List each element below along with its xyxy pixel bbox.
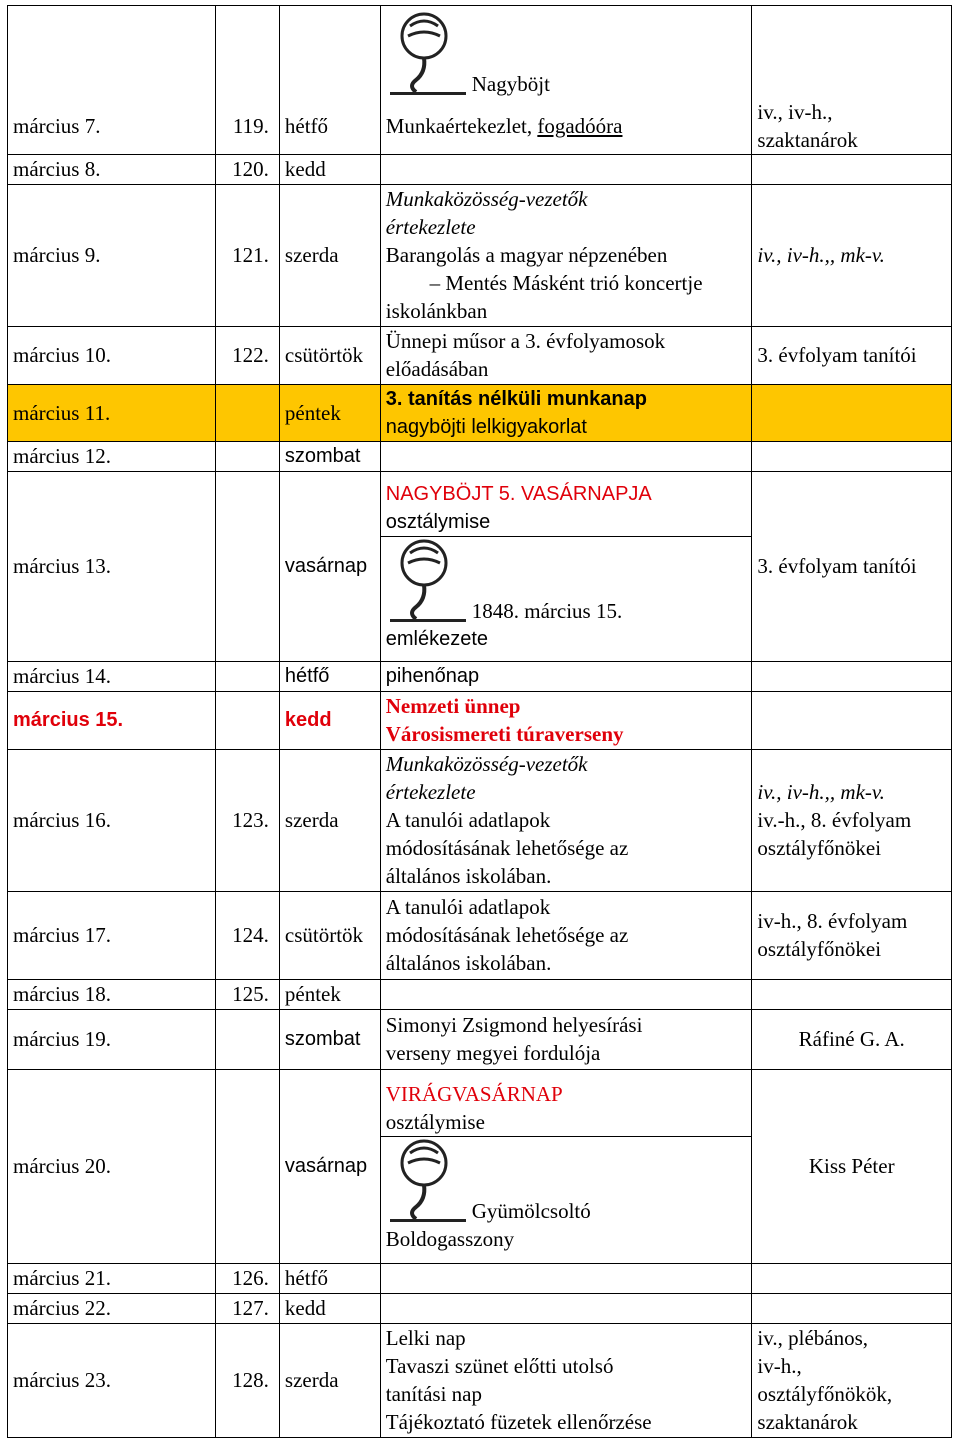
activity-text: értekezlete bbox=[385, 780, 476, 804]
date-cell: március 13. bbox=[8, 471, 216, 661]
microphone-logo-icon bbox=[386, 1137, 470, 1225]
activity-text: – Mentés Másként trió koncertje bbox=[429, 271, 703, 295]
activity-text: értekezlete bbox=[385, 215, 476, 239]
responsible-text: iv., iv-h., bbox=[757, 99, 833, 124]
table-row bbox=[8, 98, 952, 155]
date-cell: március 18. bbox=[8, 979, 216, 1009]
activity-cell bbox=[380, 691, 752, 749]
activity-text: Munkaértekezlet, bbox=[385, 113, 538, 138]
date-cell: március 16. bbox=[8, 749, 216, 891]
table-row bbox=[8, 691, 952, 749]
activity-text: általános iskolában. bbox=[385, 864, 552, 888]
day-number-cell: 123. bbox=[216, 749, 280, 891]
activity-text: Munkaközösség-vezetők bbox=[385, 187, 588, 211]
activity-cell bbox=[380, 1323, 752, 1437]
activity-text: emlékezete bbox=[385, 627, 489, 650]
table-row bbox=[8, 1263, 952, 1293]
activity-text: A tanulói adatlapok bbox=[385, 895, 551, 919]
activity-text: Boldogasszony bbox=[385, 1226, 515, 1251]
activity-text: tanítási nap bbox=[385, 1382, 482, 1406]
activity-cell bbox=[380, 98, 752, 155]
weekday-cell: hétfő bbox=[279, 661, 380, 691]
microphone-logo-icon bbox=[386, 10, 470, 98]
date-cell: március 17. bbox=[8, 891, 216, 979]
activity-text-underlined: fogadóóra bbox=[537, 113, 623, 138]
weekday-cell: péntek bbox=[279, 384, 380, 441]
activity-cell bbox=[380, 1009, 752, 1069]
table-row bbox=[8, 1293, 952, 1323]
responsible-cell bbox=[752, 749, 952, 891]
activity-cell: pihenőnap bbox=[380, 661, 752, 691]
activity-text: VIRÁGVASÁRNAP bbox=[385, 1081, 563, 1106]
responsible-cell bbox=[752, 98, 952, 155]
date-cell: március 7. bbox=[8, 98, 216, 155]
table-row bbox=[8, 1323, 952, 1437]
day-number-cell: 128. bbox=[216, 1323, 280, 1437]
activity-text: Ünnepi műsor a 3. évfolyamosok bbox=[385, 329, 666, 353]
date-cell: március 21. bbox=[8, 1263, 216, 1293]
date-cell: március 11. bbox=[8, 384, 216, 441]
date-cell: március 23. bbox=[8, 1323, 216, 1437]
responsible-cell bbox=[752, 891, 952, 979]
table-row bbox=[8, 1069, 952, 1263]
activity-text: Városismereti túraverseny bbox=[385, 722, 624, 746]
weekday-cell: vasárnap bbox=[279, 1069, 380, 1263]
responsible-text: iv., plébános, bbox=[757, 1326, 869, 1350]
activity-cell bbox=[380, 1069, 752, 1263]
activity-text: előadásában bbox=[385, 357, 489, 381]
day-number-cell: 121. bbox=[216, 184, 280, 326]
day-number-cell: 120. bbox=[216, 154, 280, 184]
activity-text: Barangolás a magyar népzenében bbox=[385, 243, 668, 267]
activity-text: osztálymise bbox=[385, 1109, 485, 1134]
activity-text: módosításának lehetősége az bbox=[385, 923, 629, 947]
date-cell: március 14. bbox=[8, 661, 216, 691]
responsible-text: szaktanárok bbox=[757, 1410, 858, 1434]
weekday-cell: csütörtök bbox=[279, 326, 380, 384]
weekday-cell: hétfő bbox=[279, 1263, 380, 1293]
weekday-cell: kedd bbox=[279, 1293, 380, 1323]
day-number-cell: 119. bbox=[216, 98, 280, 155]
activity-text: általános iskolában. bbox=[385, 951, 552, 975]
date-cell: március 15. bbox=[8, 691, 216, 749]
day-number-cell: 126. bbox=[216, 1263, 280, 1293]
activity-cell bbox=[380, 891, 752, 979]
activity-text: Munkaközösség-vezetők bbox=[385, 752, 588, 776]
responsible-cell: Kiss Péter bbox=[752, 1069, 952, 1263]
date-cell: március 22. bbox=[8, 1293, 216, 1323]
activity-text: Gyümölcsoltó bbox=[471, 1198, 591, 1223]
table-row bbox=[8, 661, 952, 691]
header-row bbox=[8, 6, 952, 98]
weekday-cell: vasárnap bbox=[279, 471, 380, 661]
activity-text: Tavaszi szünet előtti utolsó bbox=[385, 1354, 614, 1378]
responsible-cell: 3. évfolyam tanítói bbox=[752, 326, 952, 384]
day-number-cell: 124. bbox=[216, 891, 280, 979]
table-row-highlighted bbox=[8, 384, 952, 441]
schedule-table bbox=[7, 5, 952, 1438]
table-row bbox=[8, 891, 952, 979]
activity-cell bbox=[380, 384, 752, 441]
responsible-text: osztályfőnökei bbox=[757, 836, 882, 860]
weekday-cell: csütörtök bbox=[279, 891, 380, 979]
responsible-text: iv-h., 8. évfolyam bbox=[757, 909, 908, 933]
table-row bbox=[8, 1009, 952, 1069]
activity-cell bbox=[380, 184, 752, 326]
table-row bbox=[8, 979, 952, 1009]
activity-text: módosításának lehetősége az bbox=[385, 836, 629, 860]
activity-text: osztálymise bbox=[385, 510, 491, 533]
responsible-cell bbox=[752, 1323, 952, 1437]
table-row bbox=[8, 471, 952, 661]
activity-text: verseny megyei fordulója bbox=[385, 1041, 601, 1065]
responsible-text: iv.-h., 8. évfolyam bbox=[757, 808, 912, 832]
weekday-cell: kedd bbox=[279, 691, 380, 749]
weekday-cell: szombat bbox=[279, 441, 380, 471]
microphone-logo-icon bbox=[386, 537, 470, 625]
date-cell: március 12. bbox=[8, 441, 216, 471]
table-row bbox=[8, 184, 952, 326]
day-number-cell: 122. bbox=[216, 326, 280, 384]
activity-text: A tanulói adatlapok bbox=[385, 808, 551, 832]
weekday-cell: péntek bbox=[279, 979, 380, 1009]
activity-text: Simonyi Zsigmond helyesírási bbox=[385, 1013, 643, 1037]
activity-text: Nemzeti ünnep bbox=[385, 694, 521, 718]
responsible-cell: 3. évfolyam tanítói bbox=[752, 471, 952, 661]
activity-text: Lelki nap bbox=[385, 1326, 466, 1350]
nagybojt-label: Nagyböjt bbox=[471, 71, 550, 96]
weekday-cell: szerda bbox=[279, 1323, 380, 1437]
table-row bbox=[8, 441, 952, 471]
activity-cell bbox=[380, 749, 752, 891]
activity-text: Tájékoztató füzetek ellenőrzése bbox=[385, 1410, 652, 1434]
responsible-text: iv., iv-h.,, mk-v. bbox=[757, 780, 885, 804]
activity-text: nagyböjti lelkigyakorlat bbox=[385, 415, 587, 438]
activity-text: 3. tanítás nélküli munkanap bbox=[385, 387, 647, 410]
day-number-cell: 125. bbox=[216, 979, 280, 1009]
date-cell: március 9. bbox=[8, 184, 216, 326]
responsible-text: osztályfőnökök, bbox=[757, 1382, 893, 1406]
responsible-text: iv-h., bbox=[757, 1354, 802, 1378]
day-number-cell: 127. bbox=[216, 1293, 280, 1323]
weekday-cell: szerda bbox=[279, 184, 380, 326]
weekday-cell: kedd bbox=[279, 154, 380, 184]
date-cell: március 8. bbox=[8, 154, 216, 184]
date-cell: március 19. bbox=[8, 1009, 216, 1069]
responsible-text: szaktanárok bbox=[757, 127, 858, 152]
table-row bbox=[8, 326, 952, 384]
activity-cell bbox=[380, 326, 752, 384]
activity-text: 1848. március 15. bbox=[471, 598, 623, 623]
table-row bbox=[8, 154, 952, 184]
weekday-cell: szerda bbox=[279, 749, 380, 891]
table-row bbox=[8, 749, 952, 891]
activity-text: iskolánkban bbox=[385, 299, 488, 323]
weekday-cell: szombat bbox=[279, 1009, 380, 1069]
activity-text: NAGYBÖJT 5. VASÁRNAPJA bbox=[385, 482, 652, 505]
date-cell: március 10. bbox=[8, 326, 216, 384]
responsible-cell: iv., iv-h.,, mk-v. bbox=[752, 184, 952, 326]
weekday-cell: hétfő bbox=[279, 98, 380, 155]
responsible-cell: Ráfiné G. A. bbox=[752, 1009, 952, 1069]
responsible-text: osztályfőnökei bbox=[757, 937, 882, 961]
date-cell: március 20. bbox=[8, 1069, 216, 1263]
activity-cell bbox=[380, 471, 752, 661]
